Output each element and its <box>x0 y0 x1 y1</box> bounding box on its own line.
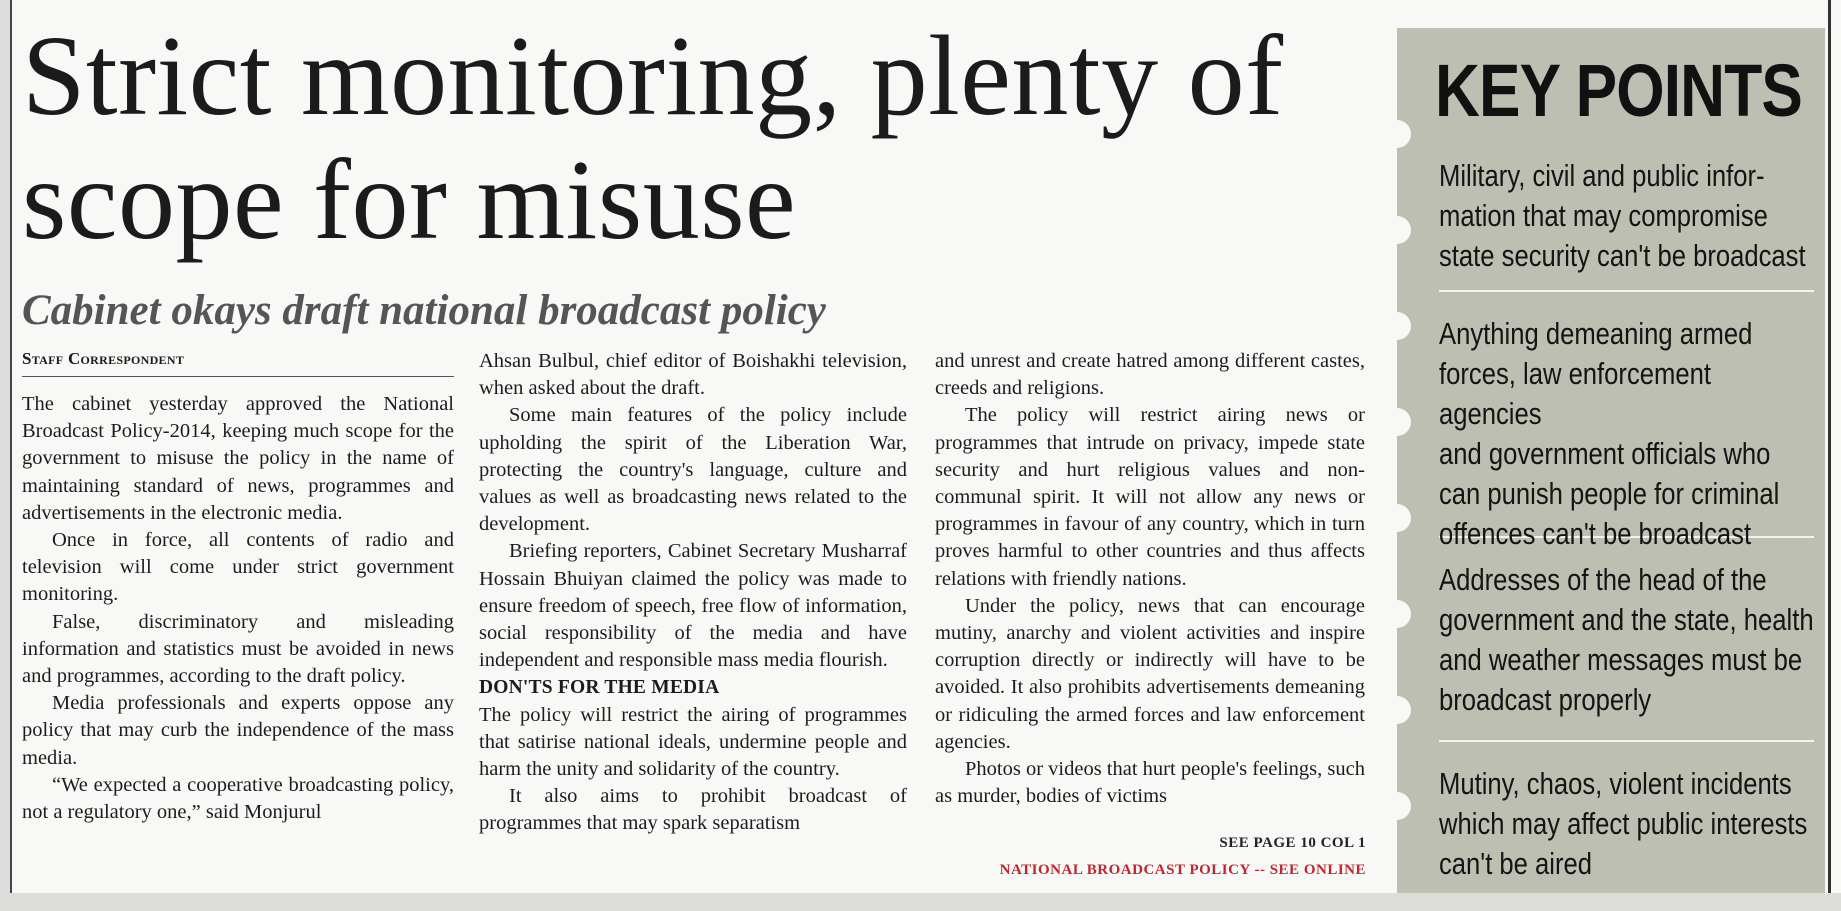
panel-notch <box>1383 312 1411 340</box>
key-point-divider <box>1439 740 1814 764</box>
subheadline: Cabinet okays draft national broadcast policy <box>22 287 826 334</box>
left-border-rule <box>10 0 12 893</box>
paragraph: The policy will restrict the airing of programmes that satirise national ideals, undermine people and harm the unity and solidarity of the country. <box>479 703 907 781</box>
key-point-text: Addresses of the head of the government and the state, health and weather messages must be broadcast properly <box>1439 563 1814 717</box>
paragraph: The policy will restrict airing news or programmes that intrude on privacy, impede state security and hurt religious values and non-communal spirit. It will not allow any news or programmes in favour of any country, which in turn proves harmful to other countries and thus affects relations with friendly nations. <box>935 404 1365 590</box>
panel-notch <box>1383 504 1411 532</box>
key-point-item <box>1439 764 1814 894</box>
key-points-panel <box>1397 28 1825 893</box>
key-point-text: Anything demeaning armed forces, law enforcement agencies and government officials who can punish people for criminal offences can't be broadcast <box>1439 317 1780 551</box>
paragraph: Briefing reporters, Cabinet Secretary Musharraf Hossain Bhuiyan claimed the policy was made to ensure freedom of speech, free flow of information, social responsibility of the media and have independent and responsible mass media flourish. <box>479 540 907 672</box>
continued-jump-line: SEE PAGE 10 COL 1 <box>1219 835 1366 851</box>
paragraph: Media professionals and experts oppose any policy that may curb the independence of the mass media. <box>22 692 454 769</box>
panel-notch <box>1383 792 1411 820</box>
panel-notch <box>1383 696 1411 724</box>
subsection-heading: DON'TS FOR THE MEDIA <box>479 677 720 699</box>
headline: Strict monitoring, plenty of scope for misuse <box>22 12 1284 263</box>
key-point-divider <box>1439 290 1814 314</box>
key-point-item <box>1439 156 1814 290</box>
key-point-text: Mutiny, chaos, violent incidents which may affect public interests can't be aired <box>1439 767 1808 881</box>
article-column-1 <box>22 391 454 826</box>
panel-notch <box>1383 600 1411 628</box>
paragraph: False, discriminatory and misleading information and statistics must be avoided in news and programmes, according to the draft policy. <box>22 610 454 688</box>
paragraph: and unrest and create hatred among different castes, creeds and religions. <box>935 350 1365 400</box>
paragraph: Some main features of the policy include upholding the spirit of the Liberation War, protecting the country's language, culture and values as well as broadcasting news related to the development. <box>479 404 907 536</box>
paragraph: Photos or videos that hurt people's feelings, such as murder, bodies of victims <box>935 758 1365 808</box>
paragraph: Ahsan Bulbul, chief editor of Boishakhi television, when asked about the draft. <box>479 350 907 400</box>
paragraph: Under the policy, news that can encourage mutiny, anarchy and violent activities and inspire corruption directly or indirectly will have to be avoided. It also prohibits advertisements demeaning or ridiculing the armed forces and law enforcement agencies. <box>935 594 1365 753</box>
paragraph: “We expected a cooperative broadcasting policy, not a regulatory one,” said Monjurul <box>22 773 454 824</box>
article-column-3 <box>935 348 1365 810</box>
key-points-title: KEY POINTS <box>1435 49 1802 132</box>
byline: Staff Correspondent <box>22 349 185 368</box>
key-points-list <box>1439 156 1814 894</box>
key-point-text: Military, civil and public infor- mation that may compromise state security can't be broadcast <box>1439 159 1806 273</box>
panel-notch <box>1383 408 1411 436</box>
divider-line <box>1439 290 1814 292</box>
paragraph: It also aims to prohibit broadcast of programmes that may spark separatism <box>479 785 907 835</box>
online-reference-link[interactable]: NATIONAL BROADCAST POLICY -- SEE ONLINE <box>999 862 1366 878</box>
key-point-item <box>1439 560 1814 740</box>
byline-divider <box>22 376 454 377</box>
panel-notch <box>1383 120 1411 148</box>
paragraph: The cabinet yesterday approved the National Broadcast Policy-2014, keeping much scope for the government to misuse the policy in the name of maintaining standard of news, programmes and advertisements in the electronic media. <box>22 393 454 524</box>
key-point-item <box>1439 314 1814 551</box>
right-border-rule <box>1828 0 1831 893</box>
article-column-2 <box>479 348 907 838</box>
panel-notch <box>1383 216 1411 244</box>
divider-line <box>1439 740 1814 742</box>
paragraph: Once in force, all contents of radio and television will come under strict government monitoring. <box>22 529 454 606</box>
